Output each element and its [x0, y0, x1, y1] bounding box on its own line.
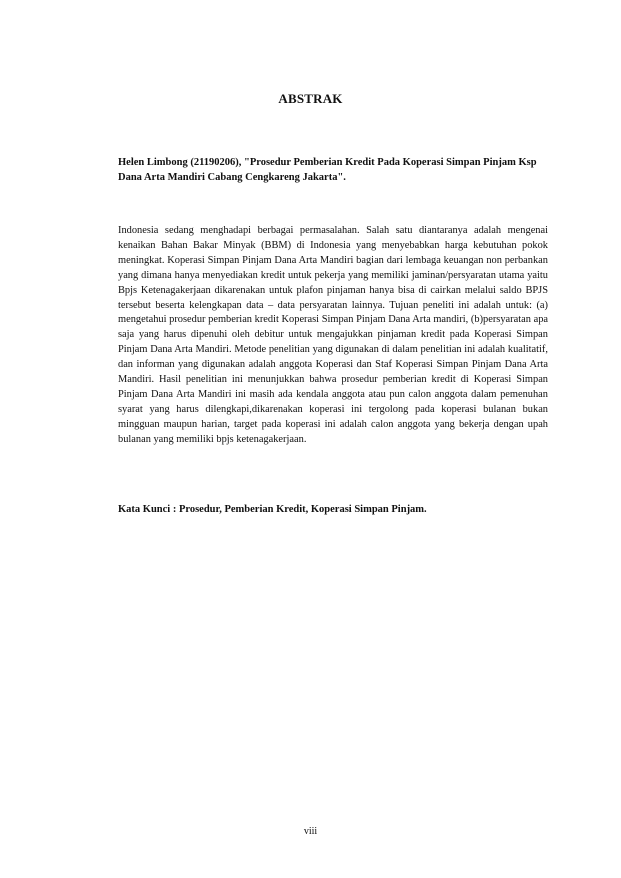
keywords-line: Kata Kunci : Prosedur, Pemberian Kredit, Koperasi Simpan Pinjam. — [118, 504, 427, 515]
abstract-body: Indonesia sedang menghadapi berbagai permasalahan. Salah satu diantaranya adalah mengenai kenaikan Bahan Bakar Minyak (BBM) di Indonesia yang menyebabkan harga kebutuhan pokok meningkat. Koperasi Simpan Pinjam Dana Arta Mandiri bagian dari lembaga keuangan non perbankan yang dimana hanya menyediakan kredit untuk pekerja yang memiliki jaminan/persyaratan utama yaitu Bpjs Ketenagakerjaan dikarenakan untuk plafon pinjaman hanya bisa di cairkan melalui saldo BPJS tersebut beserta kelengkapan data – data persyaratan lainnya. Tujuan peneliti ini adalah untuk: (a) mengetahui prosedur pemberian kredit Koperasi Simpan Pinjam Dana Arta mandiri, (b)persyaratan apa saja yang harus dipenuhi oleh debitur untuk mengajukkan pinjaman kredit pada Koperasi Simpan Pinjam Dana Arta Mandiri. Metode penelitian yang digunakan di dalam penelitian ini adalah kualitatif, dan informan yang digunakan adalah anggota Koperasi dan Staf Koperasi Simpan Pinjam Dana Arta Mandiri. Hasil penelitian ini menunjukkan bahwa prosedur pemberian kredit di Koperasi Simpan Pinjam Dana Arta Mandiri ini masih ada kendala anggota atau pun calon anggota dalam pemenuhan syarat yang harus dilengkapi,dikarenakan koperasi ini tergolong pada koperasi bulanan bukan mingguan maupun harian, target pada koperasi ini adalah calon anggota yang bekerja dengan upah bulanan yang memiliki bpjs ketenagakerjaan. — [118, 225, 548, 445]
page-number: viii — [303, 826, 318, 837]
abstract-title: ABSTRAK — [278, 91, 343, 106]
citation-text: Helen Limbong (21190206), "Prosedur Pemberian Kredit Pada Koperasi Simpan Pinjam Ksp Dana Arta Mandiri Cabang Cengkareng Jakarta". — [118, 157, 537, 183]
